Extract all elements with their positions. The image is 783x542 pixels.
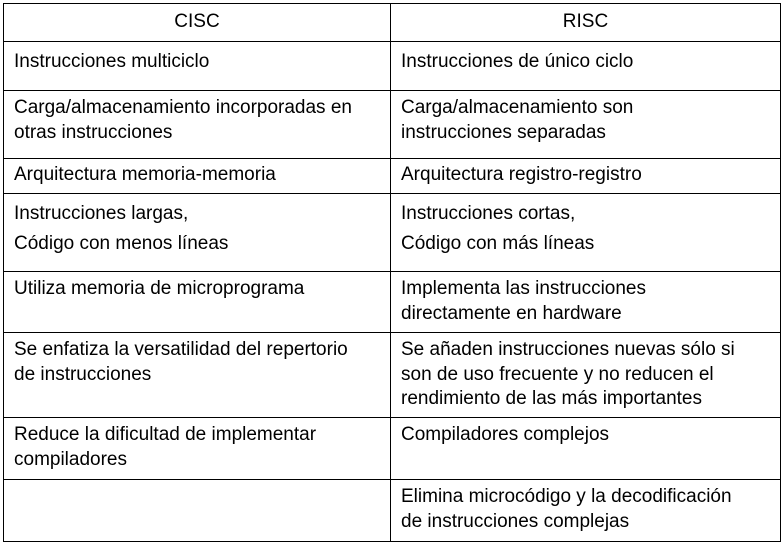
header-risc: RISC <box>391 4 781 42</box>
cisc-cell <box>4 91 391 159</box>
table-row <box>4 159 781 194</box>
risc-cell <box>391 194 781 272</box>
cell-text: Código con menos líneas <box>14 233 229 254</box>
cisc-cell-empty <box>4 480 391 542</box>
cell-text: de instrucciones <box>14 363 152 385</box>
cisc-cell <box>4 418 391 480</box>
cell-text: compiladores <box>14 448 127 470</box>
risc-cell <box>391 333 781 418</box>
cell-text: Se enfatiza la versatilidad del repertorio <box>14 339 348 360</box>
table-row <box>4 333 781 418</box>
cell-text: Instrucciones multiciclo <box>14 51 210 72</box>
cell-text: otras instrucciones <box>14 121 173 143</box>
cell-text: Arquitectura registro-registro <box>401 164 642 185</box>
cell-text: Se añaden instrucciones nuevas sólo si <box>401 339 735 360</box>
cell-text: Utiliza memoria de microprograma <box>14 278 305 299</box>
cisc-vs-risc-table <box>3 3 781 542</box>
cell-text: Compiladores complejos <box>401 424 610 445</box>
risc-cell <box>391 91 781 159</box>
risc-cell <box>391 42 781 91</box>
cisc-cell <box>4 194 391 272</box>
cell-text: Arquitectura memoria-memoria <box>14 164 276 185</box>
table-row <box>4 91 781 159</box>
cell-text: Instrucciones largas, <box>14 203 189 224</box>
risc-cell <box>391 480 781 542</box>
cisc-cell <box>4 333 391 418</box>
table-row <box>4 194 781 272</box>
cell-text: directamente en hardware <box>401 302 622 324</box>
risc-cell <box>391 418 781 480</box>
table-row <box>4 42 781 91</box>
table-row <box>4 418 781 480</box>
cell-text: de instrucciones complejas <box>401 510 630 532</box>
table-row <box>4 272 781 333</box>
cell-text: Reduce la dificultad de implementar <box>14 424 317 445</box>
cell-text: Elimina microcódigo y la decodificación <box>401 486 732 507</box>
cell-text: rendimiento de las más importantes <box>401 388 702 409</box>
cell-text: Carga/almacenamiento son <box>401 97 634 118</box>
cisc-cell <box>4 42 391 91</box>
cisc-cell <box>4 159 391 194</box>
risc-cell <box>391 159 781 194</box>
cell-text: Código con más líneas <box>401 233 595 254</box>
table-header-row <box>4 4 781 42</box>
cell-text: Carga/almacenamiento incorporadas en <box>14 97 352 118</box>
header-cisc: CISC <box>4 4 391 42</box>
risc-cell <box>391 272 781 333</box>
cell-text: Implementa las instrucciones <box>401 278 646 299</box>
cell-text: instrucciones separadas <box>401 121 606 143</box>
cisc-cell <box>4 272 391 333</box>
cell-text: Instrucciones de único ciclo <box>401 51 634 72</box>
table-row <box>4 480 781 542</box>
cell-text: son de uso frecuente y no reducen el <box>401 363 714 385</box>
cell-text: Instrucciones cortas, <box>401 203 576 224</box>
